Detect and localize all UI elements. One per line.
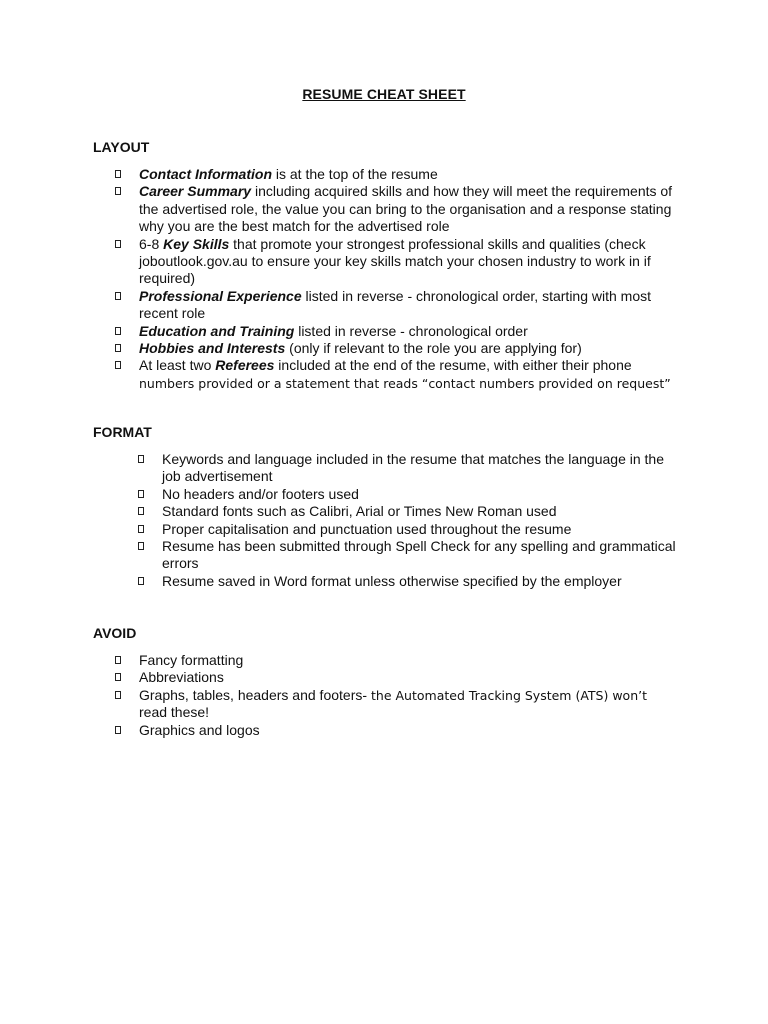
list-item bbox=[162, 451, 682, 486]
checkbox-bullet-icon bbox=[115, 292, 121, 300]
item-emphasis: Referees bbox=[215, 357, 275, 374]
checkbox-bullet-icon bbox=[138, 490, 144, 498]
format-list bbox=[162, 451, 682, 590]
section-heading-avoid: AVOID bbox=[93, 625, 137, 641]
item-text: Graphics and logos bbox=[139, 721, 260, 738]
item-emphasis: Contact Information bbox=[139, 166, 272, 182]
section-heading-layout: LAYOUT bbox=[93, 139, 150, 155]
item-emphasis: Key Skills bbox=[163, 235, 230, 252]
item-text: Keywords and language included in the resume that matches the language in the job advertisement bbox=[162, 451, 665, 485]
item-text: Resume saved in Word format unless otherwise specified by the employer bbox=[162, 572, 622, 589]
list-item bbox=[139, 669, 679, 686]
avoid-list bbox=[139, 652, 679, 739]
list-item bbox=[139, 183, 679, 235]
checkbox-bullet-icon bbox=[138, 542, 144, 550]
checkbox-bullet-icon bbox=[115, 240, 121, 248]
list-item bbox=[139, 288, 679, 323]
layout-list bbox=[139, 166, 679, 392]
checkbox-bullet-icon bbox=[115, 344, 121, 352]
checkbox-bullet-icon bbox=[115, 673, 121, 681]
checkbox-bullet-icon bbox=[115, 170, 121, 178]
list-item bbox=[139, 722, 679, 739]
item-text: Abbreviations bbox=[139, 669, 224, 686]
checkbox-bullet-icon bbox=[138, 507, 144, 515]
item-text: (only if relevant to the role you are applying for) bbox=[285, 340, 582, 357]
list-item bbox=[139, 340, 679, 357]
item-text: listed in reverse - chronological order bbox=[294, 322, 528, 339]
item-prefix: At least two bbox=[139, 357, 216, 374]
item-prefix: 6-8 bbox=[139, 235, 164, 252]
list-item bbox=[162, 573, 682, 590]
checkbox-bullet-icon bbox=[138, 455, 144, 463]
item-text-alt: the Automated Tracking System (ATS) won’t bbox=[367, 687, 647, 703]
list-item bbox=[162, 503, 682, 520]
checkbox-bullet-icon bbox=[138, 577, 144, 585]
checkbox-bullet-icon bbox=[115, 691, 121, 699]
item-text: Standard fonts such as Calibri, Arial or Times New Roman used bbox=[162, 503, 557, 520]
list-item bbox=[139, 236, 679, 288]
item-text: is at the top of the resume bbox=[272, 166, 438, 182]
checkbox-bullet-icon bbox=[115, 656, 121, 664]
checkbox-bullet-icon bbox=[115, 327, 121, 335]
item-text: Resume has been submitted through Spell Check for any spelling and grammatical errors bbox=[162, 538, 676, 572]
list-item bbox=[139, 166, 679, 183]
checkbox-bullet-icon bbox=[138, 525, 144, 533]
item-text: No headers and/or footers used bbox=[162, 485, 359, 502]
item-text: Proper capitalisation and punctuation used throughout the resume bbox=[162, 520, 572, 537]
item-text-continued: numbers provided or a statement that reads “contact numbers provided on request” bbox=[139, 375, 671, 391]
item-text-continued: read these! bbox=[139, 704, 210, 721]
item-emphasis: Hobbies and Interests bbox=[139, 340, 286, 357]
list-item bbox=[162, 521, 682, 538]
list-item bbox=[139, 357, 679, 392]
section-heading-format: FORMAT bbox=[93, 424, 152, 440]
item-text: that promote your strongest professional skills and qualities (check joboutlook.gov.au to ensure your key skills match your chosen industry to work in if required) bbox=[139, 235, 651, 287]
item-emphasis: Education and Training bbox=[139, 322, 295, 339]
item-emphasis: Career Summary bbox=[139, 183, 252, 200]
checkbox-bullet-icon bbox=[115, 187, 121, 195]
list-item bbox=[162, 486, 682, 503]
item-text: Fancy formatting bbox=[139, 652, 244, 668]
item-text: including acquired skills and how they will meet the requirements of the advertised role, the value you can bring to the organisation and a response stating why you are the best match for the advertised role bbox=[139, 183, 673, 235]
item-text: included at the end of the resume, with either their phone bbox=[274, 357, 632, 374]
item-text: Graphs, tables, headers and footers- bbox=[139, 686, 368, 703]
checkbox-bullet-icon bbox=[115, 361, 121, 369]
list-item bbox=[162, 538, 682, 573]
item-text: listed in reverse - chronological order, starting with most recent role bbox=[139, 287, 652, 322]
list-item bbox=[139, 323, 679, 340]
document-title: RESUME CHEAT SHEET bbox=[302, 86, 466, 102]
list-item bbox=[139, 652, 679, 669]
list-item bbox=[139, 687, 679, 722]
checkbox-bullet-icon bbox=[115, 726, 121, 734]
item-emphasis: Professional Experience bbox=[139, 287, 302, 304]
